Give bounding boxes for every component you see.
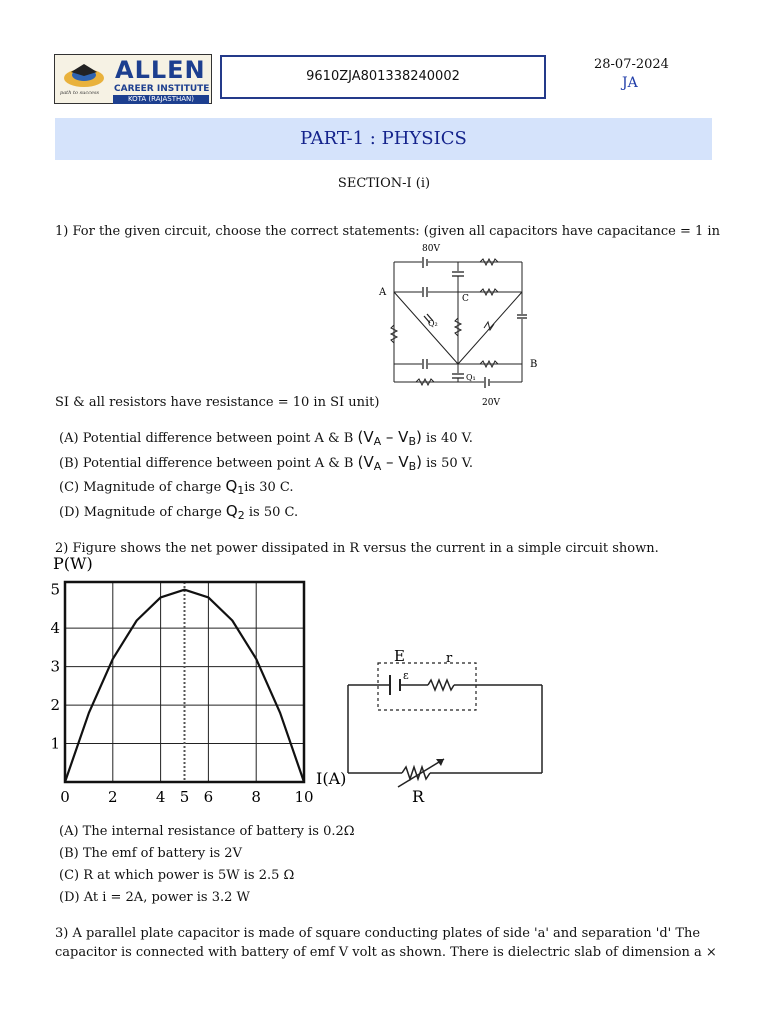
- q2-option-c[interactable]: (C) R at which power is 5W is 2.5 Ω: [59, 868, 295, 883]
- circuit-q2-label: Q₂: [428, 319, 438, 328]
- label-r: r: [446, 651, 453, 666]
- allen-logo: [54, 54, 212, 104]
- test-code-box: 9610ZJA801338240002: [220, 55, 546, 99]
- q2-option-d[interactable]: (D) At i = 2A, power is 3.2 W: [59, 890, 250, 905]
- part-title: PART-1 : PHYSICS: [55, 118, 712, 160]
- q2-circuit-diagram: [340, 645, 550, 805]
- option-text: Magnitude of charge: [83, 505, 222, 520]
- q2-text: 2) Figure shows the net power dissipated in R versus the current in a simple circuit shown.: [55, 541, 659, 556]
- x-tick-label: 6: [203, 788, 214, 806]
- option-label: (C): [59, 480, 80, 495]
- paper-code: JA: [622, 75, 638, 91]
- logo-brand: ALLEN: [115, 56, 206, 84]
- y-tick-label: 5: [50, 580, 60, 599]
- x-tick-label: 4: [155, 788, 166, 806]
- option-math: $Q_1$: [225, 477, 245, 497]
- option-label: (B): [59, 456, 79, 471]
- section-title: SECTION-I (i): [337, 176, 431, 191]
- q1-option-a[interactable]: [59, 428, 473, 448]
- x-tick-label: 10: [294, 788, 314, 806]
- option-text-end: is 40 V.: [421, 431, 473, 446]
- y-tick-label: 4: [50, 619, 60, 638]
- option-label: (D): [59, 505, 80, 520]
- q1-option-b[interactable]: [59, 453, 473, 473]
- option-text-end: is 50 V.: [422, 456, 474, 471]
- circuit-label-80v: 80V: [422, 244, 440, 254]
- logo-subtitle: CAREER INSTITUTE: [114, 84, 210, 94]
- circuit-node-c: C: [462, 294, 469, 304]
- option-text: Magnitude of charge: [83, 480, 222, 495]
- y-tick-label: 2: [50, 696, 60, 715]
- logo-tagline: path to success: [60, 90, 100, 96]
- option-text-end: is 50 C.: [244, 505, 299, 520]
- y-tick-label: 3: [50, 657, 60, 676]
- power-vs-current-chart: [50, 552, 350, 810]
- q2-option-b[interactable]: (B) The emf of battery is 2V: [59, 846, 242, 861]
- option-label: (A): [59, 431, 79, 446]
- x-tick-label: 2: [108, 788, 118, 806]
- circuit-q1-label: Q₁: [466, 373, 476, 382]
- q3-text-line1: 3) A parallel plate capacitor is made of square conducting plates of side 'a' and separation 'd' The: [55, 926, 701, 941]
- battery-dashed-box: [378, 663, 476, 710]
- q3-text-line2: capacitor is connected with battery of emf V volt as shown. There is dielectric slab of dimension a ×: [55, 945, 717, 960]
- x-axis-label: I(A): [316, 769, 347, 788]
- option-text: Potential difference between point A & B: [82, 431, 354, 446]
- option-math: $(V_A - V_B)$: [357, 453, 422, 473]
- option-math: $Q_2$: [225, 502, 245, 522]
- logo-emblem-icon: [59, 60, 109, 90]
- logo-location: KOTA (RAJASTHAN): [113, 95, 209, 104]
- q2-option-a[interactable]: (A) The internal resistance of battery is 0.2Ω: [59, 824, 355, 839]
- label-epsilon: ε: [403, 669, 409, 682]
- test-date: 28-07-2024: [594, 57, 669, 72]
- y-tick-label: 1: [50, 734, 60, 753]
- circuit-node-b: B: [530, 359, 538, 370]
- q1-option-d[interactable]: [59, 502, 298, 522]
- x-tick-label: 5: [179, 788, 190, 806]
- circuit-node-a: A: [379, 287, 387, 298]
- q1-text-line1: 1) For the given circuit, choose the correct statements: (given all capacitors have capacitance = 1 in: [55, 224, 720, 239]
- option-math: $(V_A - V_B)$: [357, 428, 422, 448]
- label-e: E: [394, 647, 405, 665]
- q1-option-c[interactable]: [59, 477, 294, 497]
- q1-circuit-diagram: [372, 240, 552, 410]
- x-tick-label: 8: [251, 788, 261, 806]
- circuit-label-20v: 20V: [482, 398, 500, 408]
- option-text-end: is 30 C.: [244, 480, 294, 495]
- x-tick-label: 0: [60, 788, 70, 806]
- y-axis-label: P(W): [53, 554, 93, 573]
- option-text: Potential difference between point A & B: [82, 456, 354, 471]
- q1-text-line2: SI & all resistors have resistance = 10 in SI unit): [55, 395, 380, 410]
- label-R: R: [412, 787, 425, 805]
